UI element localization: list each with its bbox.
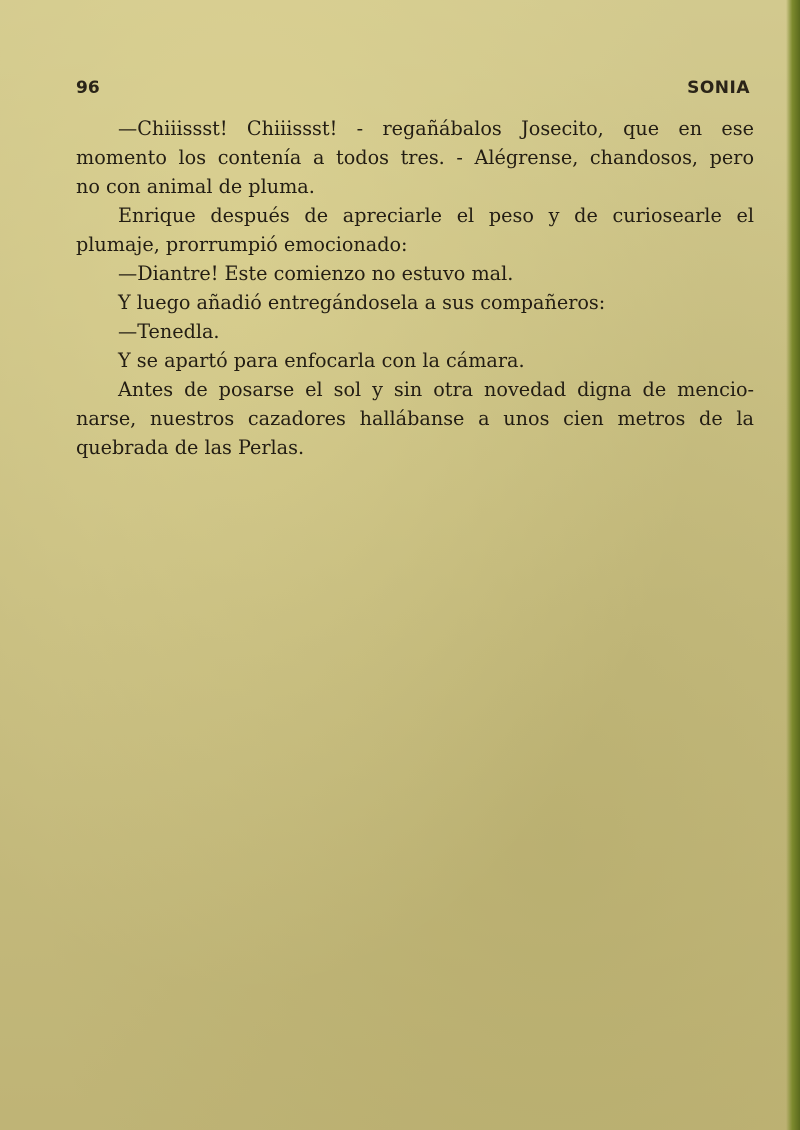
body-text <box>76 114 754 462</box>
text-line: narse, nuestros cazadores hallábanse a unos cien metros de la <box>76 407 754 430</box>
text-line: Y se apartó para enfocarla con la cámara. <box>118 349 525 372</box>
text-line: momento los contenía a todos tres. - Alégrense, chandosos, pero <box>76 146 754 169</box>
page-number: 96 <box>76 78 100 98</box>
page-edge <box>786 0 800 1130</box>
text-line: plumaje, prorrumpió emocionado: <box>76 233 408 256</box>
text-line: Antes de posarse el sol y sin otra novedad digna de mencio- <box>118 378 754 401</box>
running-title: SONIA <box>687 78 750 98</box>
text-line: Enrique después de apreciarle el peso y de curiosearle el <box>118 204 754 227</box>
text-line: —Diantre! Este comienzo no estuvo mal. <box>118 262 514 285</box>
text-line: Y luego añadió entregándosela a sus compañeros: <box>118 291 606 314</box>
text-line: quebrada de las Perlas. <box>76 436 305 459</box>
text-line: —Chiiissst! Chiiissst! - regañábalos Josecito, que en ese <box>118 117 754 140</box>
text-line: —Tenedla. <box>118 320 220 343</box>
text-line: no con animal de pluma. <box>76 175 315 198</box>
running-head <box>76 78 750 102</box>
